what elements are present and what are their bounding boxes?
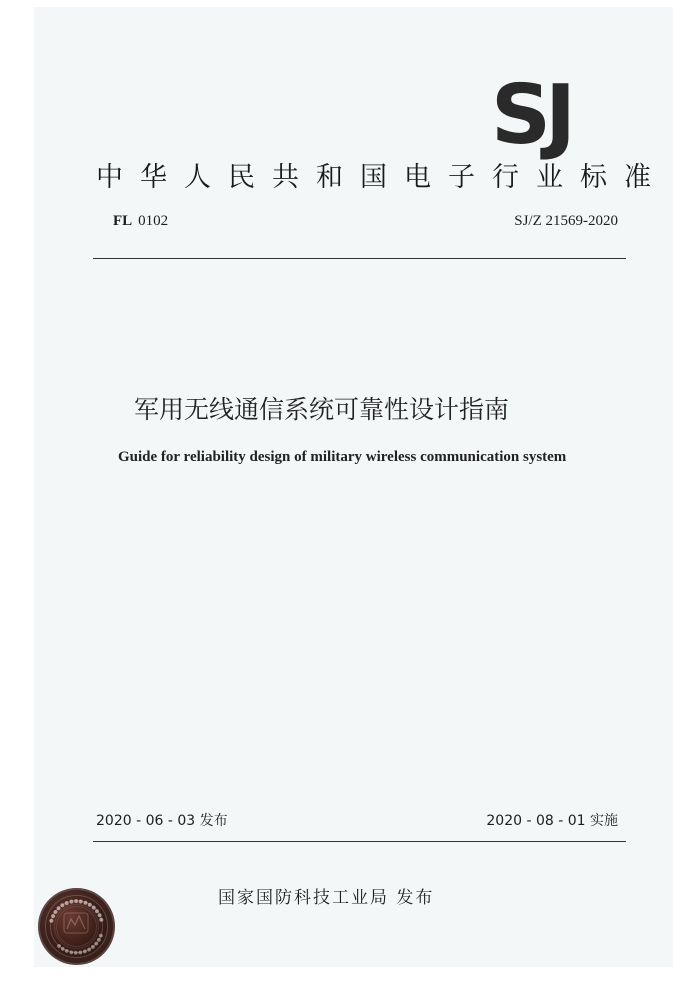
main-title-cn: 军用无线通信系统可靠性设计指南 — [134, 395, 510, 424]
left-code-number: 0102 — [138, 213, 169, 229]
circular-seal — [38, 888, 115, 965]
issuer: 国家国防科技工业局 发布 — [218, 888, 435, 908]
left-code — [113, 213, 168, 230]
main-title-en: Guide for reliability design of military wireless communication system — [118, 449, 567, 465]
issued-date: 2020 - 06 - 03 发布 — [96, 813, 228, 829]
top-rule — [93, 258, 626, 259]
left-code-prefix: FL — [113, 213, 133, 229]
right-code: SJ/Z 21569-2020 — [514, 213, 618, 229]
svg-text:●●●●●●●●●●●●: ●●●●●●●●●●●● — [55, 932, 105, 956]
implemented-date: 2020 - 08 - 01 实施 — [486, 813, 618, 829]
seal-artwork — [38, 888, 115, 965]
standard-title: 中华人民共和国电子行业标准 — [96, 162, 668, 193]
svg-text:●●●●●●●●●●●●●●●: ●●●●●●●●●●●●●●● — [48, 898, 105, 924]
sj-logo: SJ — [490, 68, 570, 163]
bottom-rule — [93, 841, 626, 842]
